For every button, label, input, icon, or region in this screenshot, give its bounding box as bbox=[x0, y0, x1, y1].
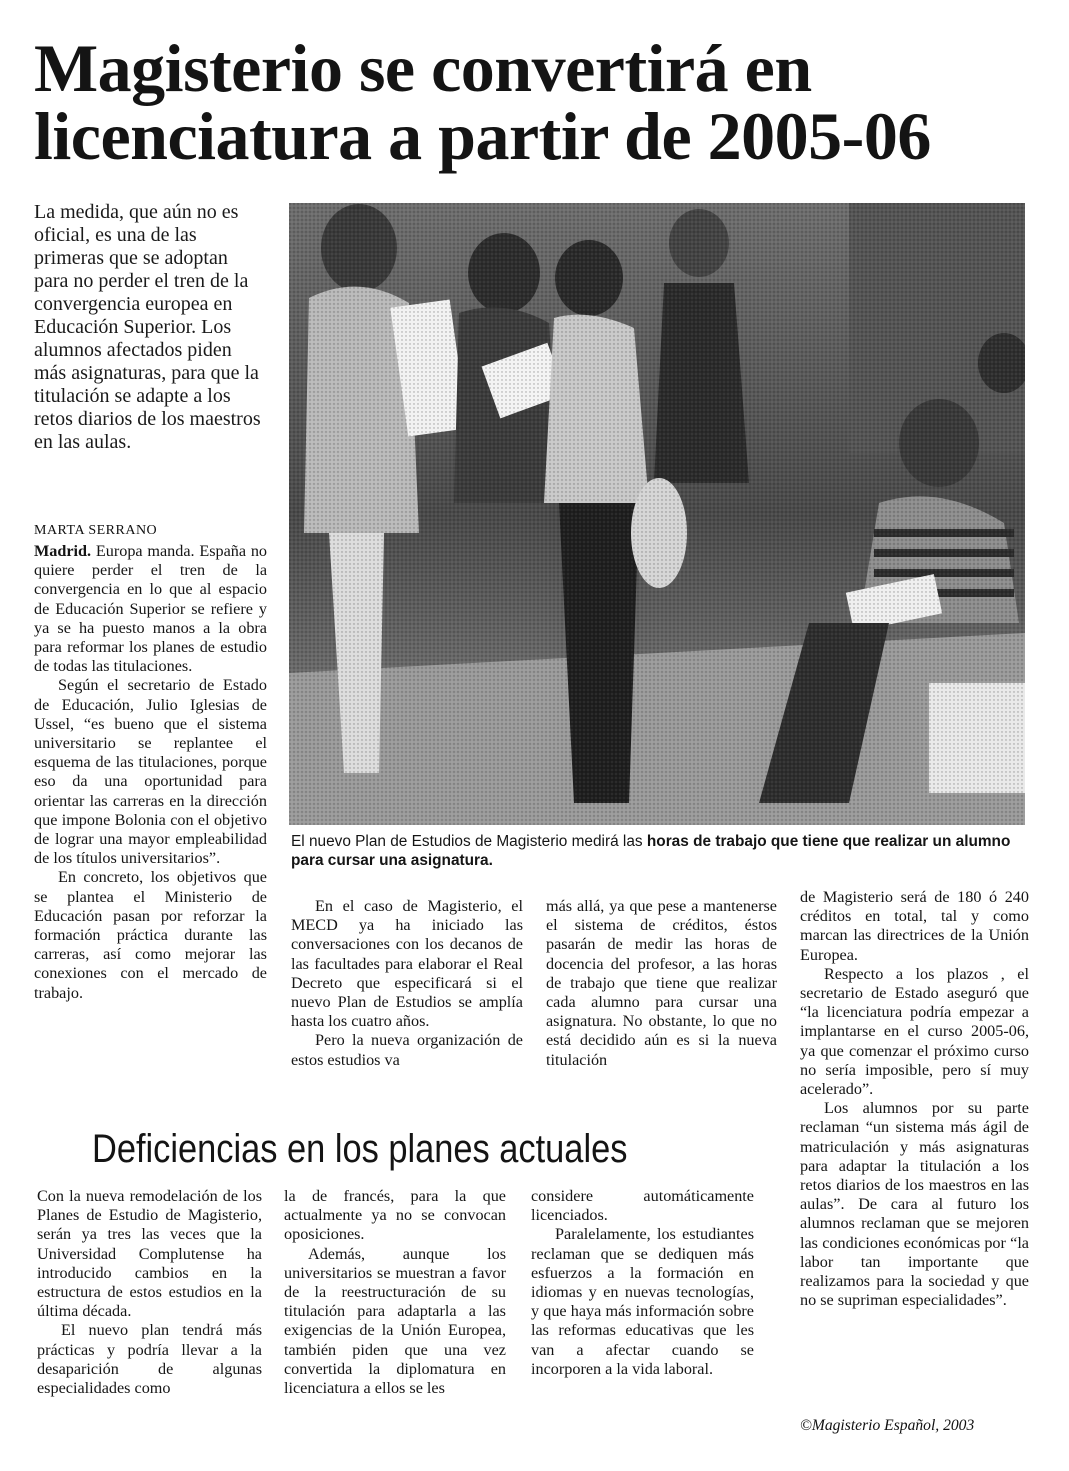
section-heading: Deficiencias en los planes actuales bbox=[92, 1127, 628, 1171]
byline: MARTA SERRANO bbox=[34, 523, 158, 538]
col2-paragraph-1: En el caso de Magisterio, el MECD ya ha iniciado las conversaciones con los decanos de las facultades para elaborar el Real Decreto que especificará si el nuevo Plan de Estudios se amplía hasta los cuatro años. bbox=[291, 897, 523, 1031]
section-column-1 bbox=[37, 1187, 262, 1398]
col4-paragraph-2: Respecto a los plazos , el secretario de Estado aseguró que “la licenciatura podría empezar a implantarse en el curso 2005-06, ya que comenzar el próximo curso no sería imposible, pero sí muy acelerado”. bbox=[800, 964, 1029, 1099]
photo-caption: El nuevo Plan de Estudios de Magisterio medirá las horas de trabajo que tiene que realizar un alumno para cursar una asignatura. bbox=[291, 833, 1011, 869]
column-4 bbox=[800, 888, 1029, 1310]
sec-col3-paragraph-1: considere automáticamente licenciados. bbox=[531, 1187, 754, 1225]
copyright: ©Magisterio Español, 2003 bbox=[800, 1417, 975, 1434]
col1-paragraph-2: Según el secretario de Estado de Educación, Julio Iglesias de Ussel, “es bueno que el sistema universitario se replantee el esquema de las titulaciones, porque eso da una oportunidad para orientar las carreras en la dirección que impone Bolonia con el objetivo de lograr una mayor empleabilidad de los títulos universitarios”. bbox=[34, 676, 267, 868]
col1-paragraph-3: En concreto, los objetivos que se plantea el Ministerio de Educación pasan por reforzar la formación práctica durante las carreras, así como mejorar las conexiones con el mercado de trabajo. bbox=[34, 868, 267, 1002]
col4-paragraph-1: de Magisterio será de 180 ó 240 créditos en total, tal y como marcan las directrices de la Unión Europea. bbox=[800, 888, 1029, 964]
sec-col1-paragraph-1: Con la nueva remodelación de los Planes de Estudio de Magisterio, serán ya tres las veces que la Universidad Complutense ha introducido cambios en la estructura de estos estudios en la última década. bbox=[37, 1187, 262, 1321]
sec-col2-paragraph-2: Además, aunque los universitarios se muestran a favor de la reestructuración de su titulación para adaptarla a las exigencias de la Unión Europea, también piden que una vez convertida la diplomatura en licenciatura a ellos se les bbox=[284, 1244, 506, 1398]
column-1 bbox=[34, 542, 267, 1003]
sec-col1-paragraph-2: El nuevo plan tendrá más prácticas y podría llevar a la desaparición de algunas especialidades como bbox=[37, 1321, 262, 1398]
subhead: La medida, que aún no es oficial, es una de las primeras que se adoptan para no perder el tren de la convergencia europea en Educación Superior. Los alumnos afectados piden más asignaturas, para que la titulación se adapte a los retos diarios de los maestros en las aulas. bbox=[34, 201, 261, 453]
sec-col3-paragraph-2: Paralelamente, los estudiantes reclaman que se dediquen más esfuerzos a la formación en idiomas y en nuevas tecnologías, y que haya más información sobre las reformas educativas que les van a afectar cuando se incorporen a la vida laboral. bbox=[531, 1225, 754, 1378]
col4-paragraph-3: Los alumnos por su parte reclaman “un sistema más ágil de matriculación y más asignaturas para adaptar la titulación a los retos diarios de los maestros en las aulas”. De cara al futuro los alumnos reclaman que se mejoren las condiciones económicas por “la labor tan importante que realizamos para la sociedad y que no se supriman especialidades”. bbox=[800, 1099, 1029, 1310]
dateline: Madrid. bbox=[34, 542, 92, 560]
col1-paragraph-1: Madrid. Europa manda. España no quiere perder el tren de la convergencia en lo que al espacio de Educación Superior se refiere y ya se ha puesto manos a la obra para reformar los planes de estudio de todas las titulaciones. bbox=[34, 542, 268, 676]
column-2 bbox=[291, 897, 523, 1070]
students-photo bbox=[289, 203, 1025, 825]
headline bbox=[34, 30, 1034, 174]
section-column-2 bbox=[284, 1187, 506, 1398]
headline-line-1: Magisterio se convertirá en bbox=[34, 30, 812, 106]
col3-paragraph-1: más allá, ya que pese a mantenerse el sistema de créditos, éstos pasarán de medir las horas de docencia del profesor, a las horas de trabajo que tiene que realizar cada alumno para cursar una asignatura. No obstante, lo que no está decidido aún es si la nueva titulación bbox=[546, 897, 777, 1069]
column-3 bbox=[546, 897, 777, 1070]
col2-paragraph-2: Pero la nueva organización de estos estudios va bbox=[291, 1031, 523, 1069]
section-column-3 bbox=[531, 1187, 754, 1379]
sec-col2-paragraph-1: la de francés, para la que actualmente ya no se convocan oposiciones. bbox=[284, 1187, 506, 1244]
headline-line-2: licenciatura a partir de 2005-06 bbox=[34, 98, 931, 174]
